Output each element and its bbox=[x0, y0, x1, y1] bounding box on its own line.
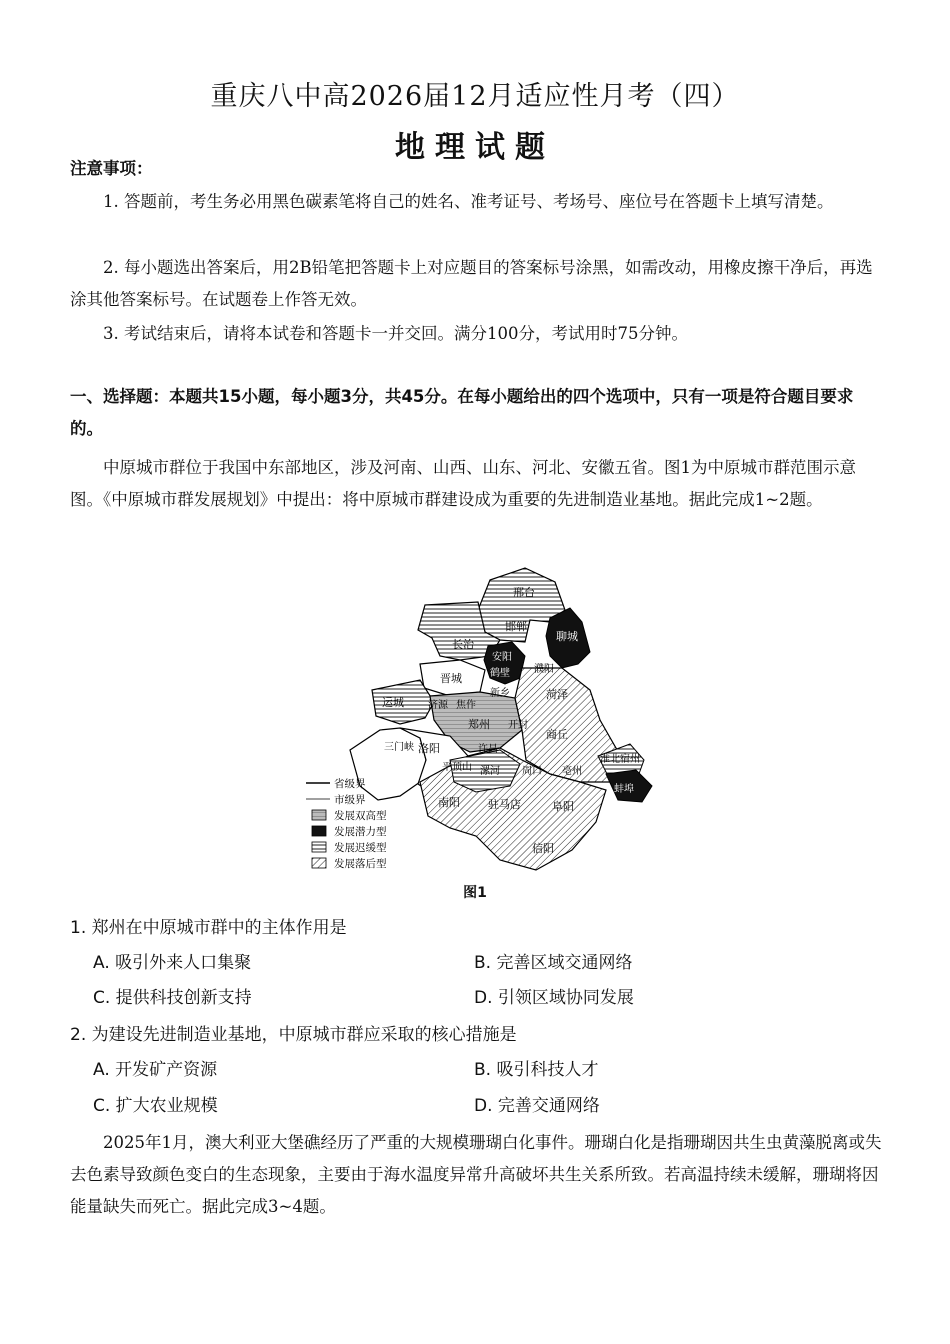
city-label: 焦作 bbox=[456, 700, 476, 711]
city-label: 郑州 bbox=[468, 718, 490, 731]
question-stem: 2. 为建设先进制造业基地，中原城市群应采取的核心措施是 bbox=[70, 1025, 517, 1045]
city-label: 淮北 bbox=[600, 754, 620, 765]
legend-label: 发展潜力型 bbox=[334, 826, 387, 838]
city-label: 许昌 bbox=[478, 744, 498, 755]
city-label: 宿州 bbox=[620, 754, 640, 765]
legend-label: 发展迟缓型 bbox=[334, 842, 387, 854]
option-d: D. 引领区域协同发展 bbox=[474, 988, 634, 1008]
notice-item: 3. 考试结束后，请将本试卷和答题卡一并交回。满分100分，考试用时75分钟。 bbox=[103, 324, 688, 343]
city-label: 济源 bbox=[428, 700, 448, 711]
city-label: 洛阳 bbox=[418, 742, 440, 755]
city-label: 濮阳 bbox=[534, 664, 554, 675]
passage-paragraph: 2025年1月，澳大利亚大堡礁经历了严重的大规模珊瑚白化事件。珊瑚白化是指珊瑚因共生虫黄藻脱离或失去色素导致颜色变白的生态现象，主要由于海水温度异常升高破坏共生关系所致。若高温持续未缓解，珊瑚将因能量缺失而死亡。据此完成3~4题。 bbox=[70, 1133, 882, 1216]
city-label: 开封 bbox=[508, 720, 528, 731]
option-c: C. 扩大农业规模 bbox=[93, 1096, 218, 1116]
city-label: 鹤壁 bbox=[490, 668, 510, 679]
city-label: 长治 bbox=[452, 638, 474, 651]
city-label: 菏泽 bbox=[546, 688, 568, 701]
notice-item: 2. 每小题选出答案后，用2B铅笔把答题卡上对应题目的答案标号涂黑，如需改动，用橡皮擦干净后，再选涂其他答案标号。在试题卷上作答无效。 bbox=[70, 258, 873, 309]
city-label: 安阳 bbox=[492, 652, 512, 663]
option-a: A. 吸引外来人口集聚 bbox=[93, 953, 252, 973]
legend-label: 省级界 bbox=[334, 778, 366, 790]
city-label: 晋城 bbox=[440, 672, 462, 685]
city-label: 南阳 bbox=[438, 796, 460, 809]
figure-caption: 图1 bbox=[463, 885, 487, 901]
city-label: 亳州 bbox=[562, 766, 582, 777]
city-label: 阜阳 bbox=[552, 800, 574, 813]
option-b: B. 完善区域交通网络 bbox=[474, 953, 633, 973]
notice-item: 1. 答题前，考生务必用黑色碳素笔将自己的姓名、准考证号、考场号、座位号在答题卡上填写清楚。 bbox=[103, 192, 834, 211]
option-b: B. 吸引科技人才 bbox=[474, 1060, 599, 1080]
city-label: 平顶山 bbox=[442, 762, 472, 773]
exam-title: 重庆八中高2026届12月适应性月考（四） bbox=[210, 81, 740, 112]
exam-subject: 地理试题 bbox=[395, 130, 555, 165]
legend-label: 发展落后型 bbox=[334, 858, 387, 870]
city-label: 邢台 bbox=[513, 586, 535, 599]
city-label: 周口 bbox=[522, 766, 542, 777]
option-a: A. 开发矿产资源 bbox=[93, 1060, 218, 1080]
city-label: 新乡 bbox=[490, 688, 510, 699]
city-label: 运城 bbox=[382, 696, 404, 709]
option-c: C. 提供科技创新支持 bbox=[93, 988, 252, 1008]
central-plains-map bbox=[300, 560, 662, 882]
notice-heading: 注意事项： bbox=[70, 159, 153, 178]
city-label: 三门峡 bbox=[384, 742, 414, 753]
question-stem: 1. 郑州在中原城市群中的主体作用是 bbox=[70, 918, 347, 938]
legend-label: 发展双高型 bbox=[334, 810, 387, 822]
intro-paragraph: 中原城市群位于我国中东部地区，涉及河南、山西、山东、河北、安徽五省。图1为中原城市群范围示意图。《中原城市群发展规划》中提出：将中原城市群建设成为重要的先进制造业基地。据此完成1~2题。 bbox=[70, 458, 856, 509]
city-label: 漯河 bbox=[480, 766, 500, 777]
legend-label: 市级界 bbox=[334, 794, 366, 806]
city-label: 驻马店 bbox=[488, 798, 521, 811]
city-label: 蚌埠 bbox=[614, 784, 634, 795]
option-d: D. 完善交通网络 bbox=[474, 1096, 600, 1116]
city-label: 信阳 bbox=[532, 842, 554, 855]
section-heading: 一、选择题：本题共15小题，每小题3分，共45分。在每小题给出的四个选项中，只有一项是符合题目要求的。 bbox=[70, 387, 854, 438]
city-label: 商丘 bbox=[546, 728, 568, 741]
city-label: 邯郸 bbox=[505, 620, 527, 633]
city-label: 聊城 bbox=[556, 630, 578, 643]
